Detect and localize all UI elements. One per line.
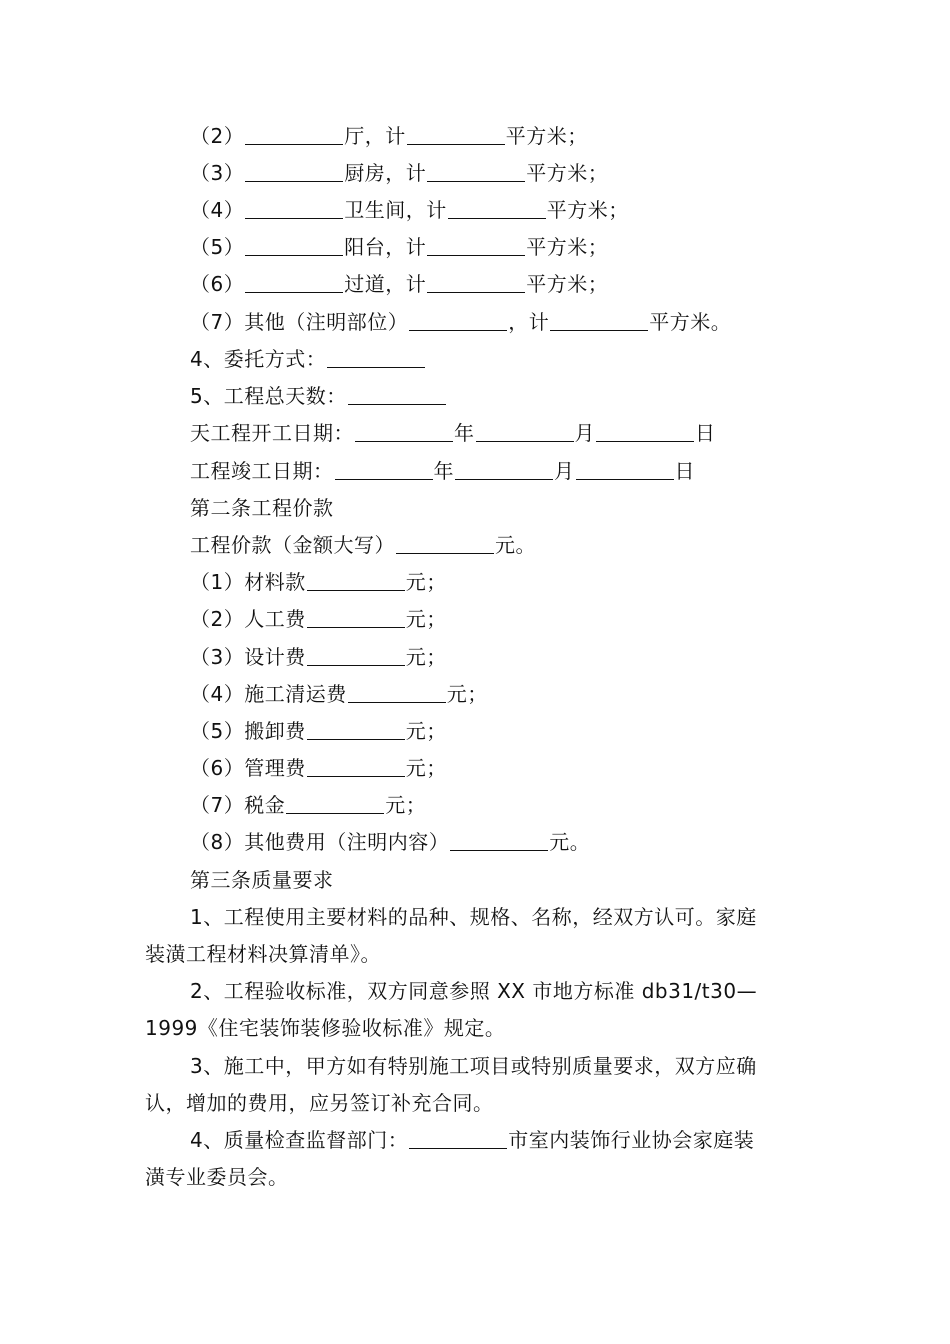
entrust-line xyxy=(190,347,426,371)
item-number: （3） xyxy=(190,161,245,185)
price-item-line xyxy=(190,830,590,854)
room-line xyxy=(190,198,629,222)
blank-field[interactable] xyxy=(455,459,553,480)
blank-field[interactable] xyxy=(307,570,405,591)
price-total-label: 工程价款（金额大写） xyxy=(190,533,395,557)
end-date-line xyxy=(190,459,695,483)
blank-field[interactable] xyxy=(348,384,446,405)
blank-field[interactable] xyxy=(327,347,425,368)
unit-label: 元； xyxy=(405,756,447,780)
blank-field[interactable] xyxy=(576,459,674,480)
quality-para-1-line2: 装潢工程材料决算清单》。 xyxy=(145,942,381,966)
quality-para-4-line2: 潢专业委员会。 xyxy=(145,1165,289,1189)
price-item-line xyxy=(190,682,488,706)
blank-field[interactable] xyxy=(596,421,694,442)
day-label: 日 xyxy=(695,421,716,445)
supervision-label: 4、质量检查监督部门： xyxy=(190,1128,409,1152)
room-name: 过道，计 xyxy=(344,272,427,296)
month-label: 月 xyxy=(554,459,575,483)
blank-field[interactable] xyxy=(307,607,405,628)
blank-field[interactable] xyxy=(427,161,525,182)
blank-field[interactable] xyxy=(409,1128,507,1149)
blank-field[interactable] xyxy=(245,161,343,182)
quality-para-3-line1: 3、施工中，甲方如有特别施工项目或特别质量要求，双方应确 xyxy=(190,1054,757,1078)
unit-label: 元。 xyxy=(549,830,591,854)
blank-field[interactable] xyxy=(335,459,433,480)
unit-label: 平方米。 xyxy=(649,310,732,334)
blank-field[interactable] xyxy=(245,272,343,293)
price-item-line xyxy=(190,645,447,669)
blank-field[interactable] xyxy=(450,830,548,851)
quality-para-2-line2: 1999《住宅装饰装修验收标准》规定。 xyxy=(145,1016,506,1040)
blank-field[interactable] xyxy=(245,198,343,219)
blank-field[interactable] xyxy=(307,645,405,666)
total-days-label: 5、工程总天数： xyxy=(190,384,347,408)
price-item-label: （5）搬卸费 xyxy=(190,719,306,743)
blank-field[interactable] xyxy=(409,310,507,331)
item-number: （4） xyxy=(190,198,245,222)
entrust-label: 4、委托方式： xyxy=(190,347,327,371)
room-line xyxy=(190,272,608,296)
blank-field[interactable] xyxy=(355,421,453,442)
price-item-label: （7）税金 xyxy=(190,793,286,817)
blank-field[interactable] xyxy=(245,124,343,145)
blank-field[interactable] xyxy=(448,198,546,219)
room-name: 阳台，计 xyxy=(344,235,427,259)
month-label: 月 xyxy=(574,421,595,445)
price-item-label: （6）管理费 xyxy=(190,756,306,780)
room-line xyxy=(190,235,608,259)
article3-title: 第三条质量要求 xyxy=(190,868,334,892)
year-label: 年 xyxy=(454,421,475,445)
price-item-label: （4）施工清运费 xyxy=(190,682,347,706)
blank-field[interactable] xyxy=(407,124,505,145)
price-item-label: （8）其他费用（注明内容） xyxy=(190,830,450,854)
year-label: 年 xyxy=(433,459,454,483)
price-item-label: （1）材料款 xyxy=(190,570,306,594)
total-days-line xyxy=(190,384,447,408)
room-other-label: （7）其他（注明部位） xyxy=(190,310,409,334)
price-total-line xyxy=(190,533,536,557)
blank-field[interactable] xyxy=(476,421,574,442)
unit-label: 元； xyxy=(405,607,447,631)
unit-label: 元； xyxy=(405,570,447,594)
unit-label: 元。 xyxy=(495,533,536,557)
price-item-line xyxy=(190,570,447,594)
blank-field[interactable] xyxy=(245,235,343,256)
start-date-line xyxy=(190,421,716,445)
room-line xyxy=(190,161,608,185)
price-item-label: （3）设计费 xyxy=(190,645,306,669)
article2-title: 第二条工程价款 xyxy=(190,496,334,520)
price-item-label: （2）人工费 xyxy=(190,607,306,631)
quality-para-1-line1: 1、工程使用主要材料的品种、规格、名称，经双方认可。家庭 xyxy=(190,905,757,929)
unit-label: 元； xyxy=(405,645,447,669)
blank-field[interactable] xyxy=(307,719,405,740)
quality-para-2-line1: 2、工程验收标准，双方同意参照 XX 市地方标准 db31/t30— xyxy=(190,979,758,1003)
blank-field[interactable] xyxy=(307,756,405,777)
room-name: 厅，计 xyxy=(344,124,406,148)
unit-label: 平方米； xyxy=(526,235,609,259)
room-other-mid: ，计 xyxy=(508,310,550,334)
price-item-line xyxy=(190,607,447,631)
room-name: 卫生间，计 xyxy=(344,198,447,222)
unit-label: 平方米； xyxy=(505,124,588,148)
unit-label: 平方米； xyxy=(526,272,609,296)
item-number: （5） xyxy=(190,235,245,259)
price-item-line xyxy=(190,719,447,743)
start-date-label: 天工程开工日期： xyxy=(190,421,354,445)
quality-para-4-line1 xyxy=(190,1128,754,1152)
unit-label: 平方米； xyxy=(546,198,629,222)
item-number: （6） xyxy=(190,272,245,296)
room-line xyxy=(190,124,588,148)
blank-field[interactable] xyxy=(396,533,494,554)
blank-field[interactable] xyxy=(427,235,525,256)
quality-para-3-line2: 认，增加的费用，应另签订补充合同。 xyxy=(145,1091,494,1115)
blank-field[interactable] xyxy=(348,682,446,703)
end-date-label: 工程竣工日期： xyxy=(190,459,334,483)
blank-field[interactable] xyxy=(427,272,525,293)
day-label: 日 xyxy=(674,459,695,483)
room-name: 厨房，计 xyxy=(344,161,427,185)
unit-label: 元； xyxy=(446,682,488,706)
unit-label: 元； xyxy=(405,719,447,743)
room-other-line xyxy=(190,310,731,334)
blank-field[interactable] xyxy=(286,793,384,814)
blank-field[interactable] xyxy=(550,310,648,331)
supervision-org: 市室内装饰行业协会家庭装 xyxy=(508,1128,755,1152)
item-number: （2） xyxy=(190,124,245,148)
unit-label: 平方米； xyxy=(526,161,609,185)
price-item-line xyxy=(190,793,426,817)
unit-label: 元； xyxy=(385,793,427,817)
price-item-line xyxy=(190,756,447,780)
